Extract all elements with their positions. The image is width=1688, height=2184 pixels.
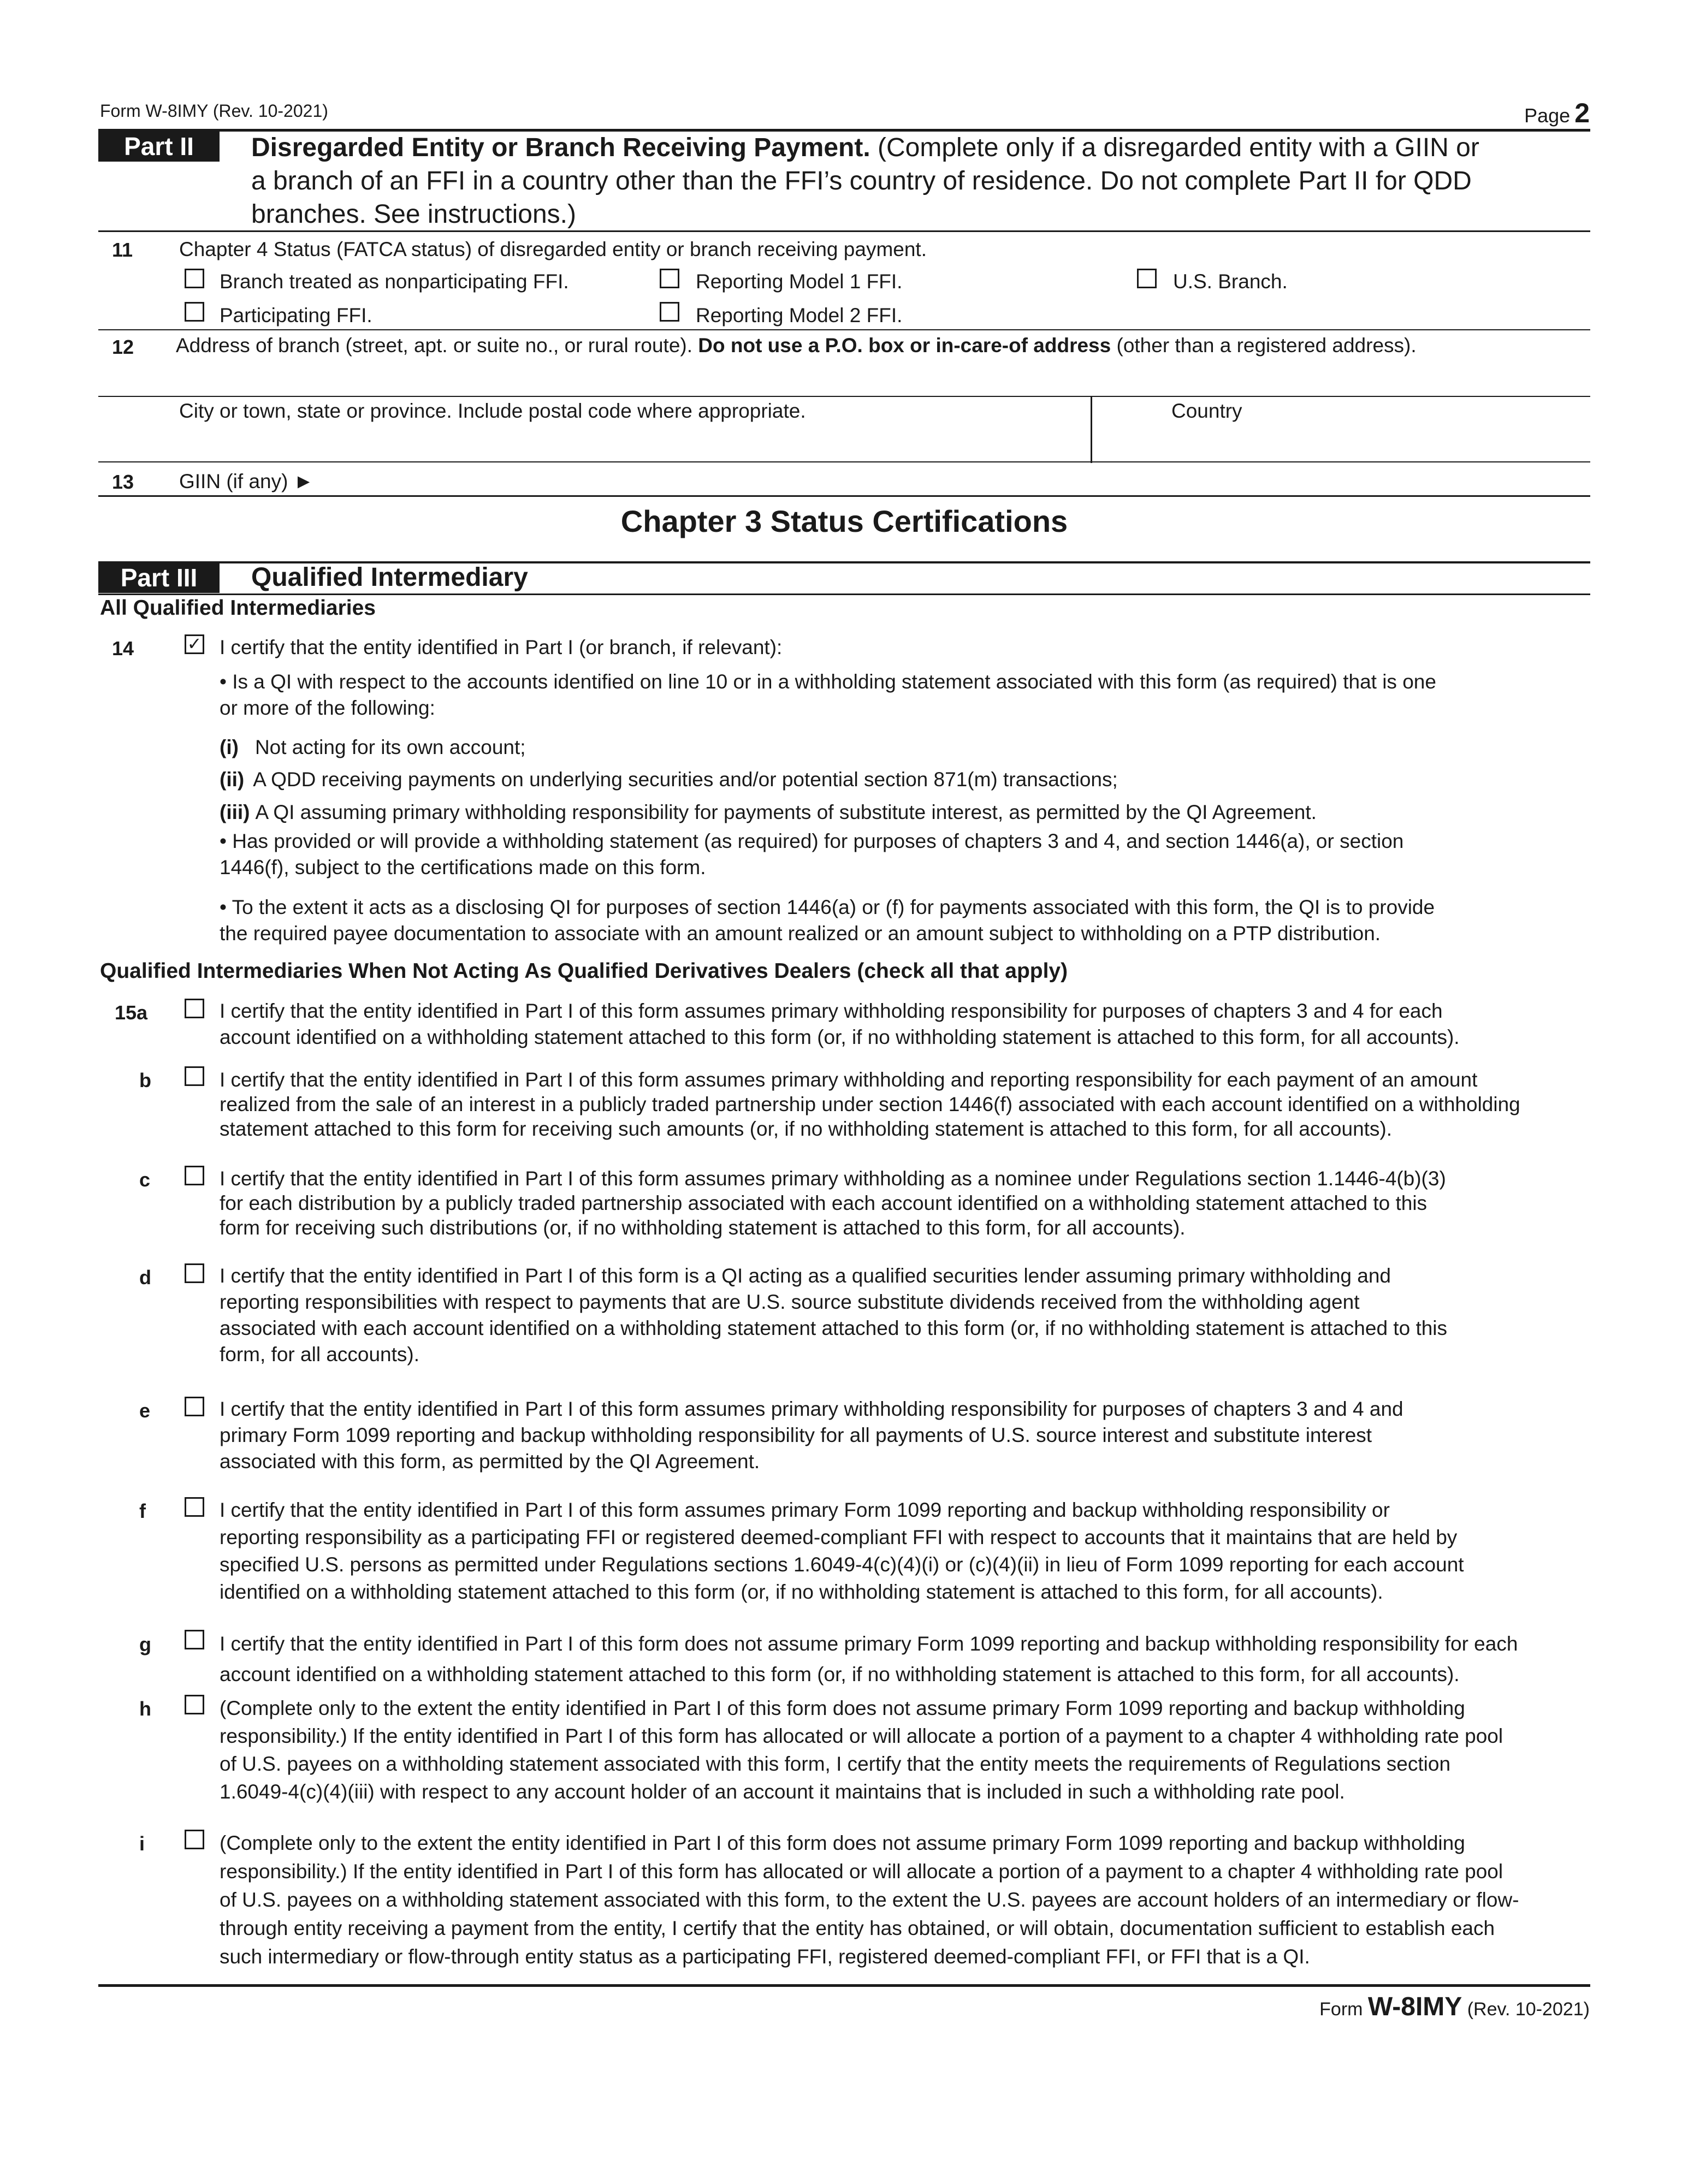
line-15d-text-2: reporting responsibilities with respect to payments that are U.S. source substitute dividends received from the withholding agent [220,1291,1360,1313]
line-15e-text-2: primary Form 1099 reporting and backup withholding responsibility for all payments of U.S. source interest and substitute interest [220,1424,1372,1446]
line-15h-text-1: (Complete only to the extent the entity identified in Part I of this form does not assume primary Form 1099 reporting and backup withholding [220,1697,1465,1719]
line-12-rule [98,396,1590,397]
part-ii-title-line-2: a branch of an FFI in a country other than the FFI’s country of residence. Do not complete Part II for QDD [251,167,1472,195]
checkbox-branch-nonparticipating[interactable] [185,269,204,288]
line-15a-number: 15a [115,1001,148,1024]
line-13-rule [98,495,1590,497]
page-label: Page [1524,104,1571,127]
bullet-2-line-2: 1446(f), subject to the certifications made on this form. [220,856,706,879]
option-reporting-model-2: Reporting Model 2 FFI. [696,304,903,327]
city-input[interactable] [175,426,1087,460]
city-country-divider [1091,396,1092,463]
line-15i-text-1: (Complete only to the extent the entity identified in Part I of this form does not assume primary Form 1099 reporting and backup withholding [220,1832,1465,1854]
line-15c-number: c [139,1168,151,1191]
line-15b-text [220,1067,1601,1141]
line-15h-text-4: 1.6049-4(c)(4)(iii) with respect to any account holder of an account it maintains that is included in such a withholding rate pool. [220,1781,1345,1803]
bullet-2-line-1: • Has provided or will provide a withholding statement (as required) for purposes of chapters 3 and 4, and section 1446(a), or section [220,830,1404,852]
checkbox-15c[interactable] [185,1166,204,1185]
line-15d-text-3: associated with each account identified on a withholding statement attached to this form (or, if no withholding statement is attached to this [220,1317,1448,1339]
checkbox-participating-ffi[interactable] [185,302,204,322]
part-ii-title [251,131,1584,231]
line-14-number: 14 [112,637,134,660]
line-15i-text-5: such intermediary or flow-through entity status as a participating FFI, registered deemed-compliant FFI, or FFI that is a QI. [220,1945,1310,1968]
line-15b-text-1: I certify that the entity identified in Part I of this form assumes primary withholding and reporting responsibility for each payment of an amount [220,1069,1478,1091]
line-12-text-b: (other than a registered address). [1116,334,1417,357]
part-ii-title-rest: (Complete only if a disregarded entity with a GIIN or [878,133,1479,162]
line-15b-text-3: statement attached to this form for receiving such amounts (or, if no withholding statement is attached to this form, for all accounts). [220,1118,1393,1140]
checkbox-15a[interactable] [185,999,204,1018]
bullet-3-line-1: • To the extent it acts as a disclosing QI for purposes of section 1446(a) or (f) for payments associated with this form, the QI is to provide [220,896,1435,918]
form-revision-header: Form W-8IMY (Rev. 10-2021) [100,101,328,121]
country-input[interactable] [1098,426,1589,460]
roman-iii-num: (iii) [220,801,250,823]
checkbox-reporting-model-1[interactable] [660,269,679,288]
line-11-rule [98,329,1590,330]
roman-iii-text: A QI assuming primary withholding responsibility for payments of substitute interest, as permitted by the QI Agreement. [255,801,1317,823]
line-13-number: 13 [112,471,134,493]
line-15g-text-1: I certify that the entity identified in Part I of this form does not assume primary Form 1099 reporting and backup withholding responsibility for each [220,1633,1518,1655]
option-branch-nonparticipating: Branch treated as nonparticipating FFI. [220,270,569,293]
checkbox-15h[interactable] [185,1695,204,1714]
checkbox-15g[interactable] [185,1630,204,1649]
part-ii-title-line-3: branches. See instructions.) [251,200,576,229]
subhead-qdd: Qualified Intermediaries When Not Acting As Qualified Derivatives Dealers (check all that apply) [100,959,1068,983]
line-14-intro: I certify that the entity identified in Part I (or branch, if relevant): [220,636,783,658]
roman-i-text: Not acting for its own account; [254,736,526,758]
line-12-text-bold: Do not use a P.O. box or in-care-of address [698,334,1111,357]
roman-ii-num: (ii) [220,768,245,791]
line-15g-text-2: account identified on a withholding statement attached to this form (or, if no withholding statement is attached to this form, for all accounts). [220,1663,1460,1686]
city-rule [98,461,1590,462]
page-number-value: 2 [1574,98,1590,128]
page-number [1524,97,1590,129]
roman-ii-text: A QDD receiving payments on underlying securities and/or potential section 871(m) transactions; [253,768,1118,791]
part-ii-rule [98,230,1590,232]
footer-form-name: W-8IMY [1367,1992,1462,2021]
footer-form-id [1319,1992,1590,2022]
line-15h-number: h [139,1698,151,1720]
checkbox-line-14[interactable]: ✓ [185,634,204,654]
line-15d-text-1: I certify that the entity identified in Part I of this form is a QI acting as a qualified securities lender assuming primary withholding and [220,1265,1391,1287]
checkbox-15i[interactable] [185,1830,204,1849]
checkbox-reporting-model-2[interactable] [660,302,679,322]
line-15h-text-3: of U.S. payees on a withholding statement associated with this form, I certify that the entity meets the requirements of Regulations section [220,1753,1451,1775]
line-15d-number: d [139,1266,151,1289]
line-15a-text [220,998,1601,1051]
checkbox-15b[interactable] [185,1066,204,1086]
option-reporting-model-1: Reporting Model 1 FFI. [696,270,903,293]
part-iii-label: Part III [98,562,220,593]
line-15b-text-2: realized from the sale of an interest in a publicly traded partnership under section 1446(f) associated with each account identified on a withholding [220,1093,1520,1115]
city-label: City or town, state or province. Include postal code where appropriate. [179,400,806,422]
part-iii-rule [98,594,1590,595]
line-15h-text [220,1694,1601,1806]
line-15f-text-3: specified U.S. persons as permitted under Regulations sections 1.6049-4(c)(4)(i) or (c)(4)(ii) in lieu of Form 1099 reporting for each account [220,1553,1464,1576]
line-15c-text [220,1166,1601,1240]
line-15g-text [220,1629,1601,1690]
line-14-bullet-2 [220,828,1601,881]
line-15a-text-2: account identified on a withholding statement attached to this form (or, if no withholding statement is attached to this form, for all accounts). [220,1026,1460,1048]
roman-ii [220,766,1118,793]
giin-input[interactable] [339,467,1589,495]
line-14-bullet-3 [220,894,1601,947]
line-15a-text-1: I certify that the entity identified in Part I of this form assumes primary withholding responsibility for purposes of chapters 3 and 4 for each [220,1000,1443,1022]
line-15f-text-2: reporting responsibility as a participating FFI or registered deemed-compliant FFI with respect to accounts that it maintains that are held by [220,1526,1458,1548]
roman-i [220,734,526,761]
line-15e-text [220,1396,1601,1475]
bullet-1-line-1: • Is a QI with respect to the accounts identified on line 10 or in a withholding statement associated with this form (as required) that is one [220,670,1436,693]
line-13-text: GIIN (if any) ► [179,470,314,492]
part-ii-title-bold: Disregarded Entity or Branch Receiving Payment. [251,133,870,162]
line-15e-text-3: associated with this form, as permitted by the QI Agreement. [220,1450,760,1473]
checkbox-15e[interactable] [185,1397,204,1416]
subhead-all-qi: All Qualified Intermediaries [100,596,376,620]
line-15i-text-3: of U.S. payees on a withholding statement associated with this form, to the extent the U.S. payees are account holders of an intermediary or flow- [220,1889,1519,1911]
checkbox-us-branch[interactable] [1137,269,1157,288]
line-15g-number: g [139,1633,151,1655]
line-15e-text-1: I certify that the entity identified in Part I of this form assumes primary withholding responsibility for purposes of chapters 3 and 4 and [220,1398,1403,1420]
bullet-3-line-2: the required payee documentation to associate with an amount realized or an amount subject to withholding on a PTP distribution. [220,922,1381,945]
line-11-text: Chapter 4 Status (FATCA status) of disregarded entity or branch receiving payment. [179,238,927,260]
line-15f-text-1: I certify that the entity identified in Part I of this form assumes primary Form 1099 reporting and backup withholding responsibility or [220,1499,1390,1521]
line-15f-text [220,1497,1601,1606]
option-us-branch: U.S. Branch. [1173,270,1288,293]
line-15c-text-2: for each distribution by a publicly traded partnership associated with each account identified on a withholding statement attached to this [220,1192,1428,1214]
option-participating-ffi: Participating FFI. [220,304,372,327]
line-12-number: 12 [112,336,134,358]
line-15c-text-3: form for receiving such distributions (or, if no withholding statement is attached to this form, for all accounts). [220,1216,1186,1239]
line-15i-text-2: responsibility.) If the entity identified in Part I of this form has allocated or will allocate a portion of a payment to a chapter 4 withholding rate pool [220,1860,1503,1883]
line-15f-number: f [139,1500,146,1522]
line-15d-text-4: form, for all accounts). [220,1343,420,1366]
line-15i-text-4: through entity receiving a payment from the entity, I certify that the entity has obtained, or will obtain, documentation sufficient to establish each [220,1917,1495,1939]
line-12-text [176,332,1590,359]
line-11-number: 11 [112,239,133,261]
line-14-bullet-1 [220,669,1601,721]
footer-rule [98,1984,1590,1987]
line-15d-text [220,1263,1601,1368]
bullet-1-line-2: or more of the following: [220,697,435,719]
line-15h-text-2: responsibility.) If the entity identified in Part I of this form has allocated or will allocate a portion of a payment to a chapter 4 withholding rate pool [220,1725,1503,1747]
line-15i-text [220,1829,1601,1971]
footer-form-word: Form [1319,1999,1363,2020]
part-iii-title: Qualified Intermediary [251,563,528,592]
checkbox-15f[interactable] [185,1497,204,1517]
line-15b-number: b [139,1069,151,1091]
line-12-text-a: Address of branch (street, apt. or suite no., or rural route). [176,334,692,357]
line-15f-text-4: identified on a withholding statement attached to this form (or, if no withholding statement is attached to this form, for all accounts). [220,1581,1383,1603]
line-15e-number: e [139,1399,151,1422]
line-15i-number: i [139,1832,145,1855]
part-ii-label: Part II [98,131,220,162]
branch-address-input[interactable] [175,360,1589,396]
chapter-3-heading: Chapter 3 Status Certifications [620,504,1068,538]
footer-rev: (Rev. 10-2021) [1467,1999,1590,2020]
checkbox-15d[interactable] [185,1263,204,1283]
roman-iii [220,799,1317,826]
roman-i-num: (i) [220,736,239,758]
country-label: Country [1171,400,1242,422]
line-15c-text-1: I certify that the entity identified in Part I of this form assumes primary withholding as a nominee under Regulations section 1.1446-4(b)(3) [220,1167,1446,1190]
